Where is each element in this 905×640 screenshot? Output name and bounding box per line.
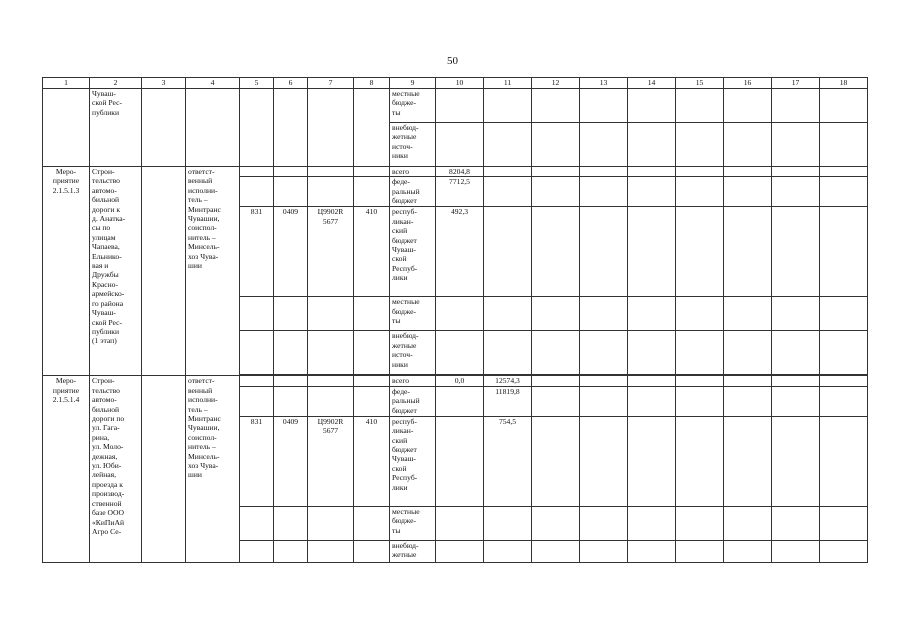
responsible-cell: ответст- венный исполни- тель – Минтранс Чувашии, соиспол- нитель – Минсель- хоз Чува- шии — [186, 376, 240, 562]
funding-source-cell: местные бюдже- ты — [390, 506, 436, 540]
column-number: 18 — [820, 78, 868, 89]
funding-source-cell: феде- ральный бюджет — [390, 177, 436, 207]
expense-type-cell: 410 — [354, 207, 390, 297]
ministry-code-cell: 831 — [240, 416, 274, 506]
column-number: 9 — [390, 78, 436, 89]
expense-type-cell: 410 — [354, 416, 390, 506]
column-number: 4 — [186, 78, 240, 89]
column-number-row — [43, 78, 868, 89]
amount-cell: 0,0 — [436, 376, 484, 386]
funding-source-cell: всего — [390, 376, 436, 386]
amount-cell: 12574,3 — [484, 376, 532, 386]
amount-cell: 492,3 — [436, 207, 484, 297]
responsible-cell: ответст- венный исполни- тель – Минтранс Чувашии, соиспол- нитель – Минсель- хоз Чува- шии — [186, 167, 240, 376]
column-number: 12 — [532, 78, 580, 89]
event-id-cell: Меро- приятие 2.1.5.1.4 — [43, 376, 90, 562]
funding-source-cell: местные бюдже- ты — [390, 297, 436, 331]
event-name-cell: Строи- тельство автомо- бильной дороги по ул. Гага- рина, ул. Моло- дежная, ул. Юби- лейная, проезда к производ- ственной базе ООО «КиПиАй Агро Се- — [90, 376, 142, 562]
funding-source-cell: феде- ральный бюджет — [390, 386, 436, 416]
event-name-cell: Строи- тельство автомо- бильной дороги к д. Анатка- сы по улицам Чапаева, Ельнико- вая и Дружбы Красно- армейско- го района Чуваш- ской Рес- публики (1 этап) — [90, 167, 142, 376]
column-number: 16 — [724, 78, 772, 89]
ministry-code-cell: 831 — [240, 207, 274, 297]
event-name-cell: Чуваш- ской Рес- публики — [90, 89, 142, 167]
amount-cell: 11819,8 — [484, 386, 532, 416]
amount-cell: 754,5 — [484, 416, 532, 506]
page-number: 50 — [447, 55, 458, 67]
table-row — [43, 167, 868, 177]
funding-source-cell: внебюд- жетные — [390, 540, 436, 562]
column-number: 8 — [354, 78, 390, 89]
column-number: 14 — [628, 78, 676, 89]
column-number: 6 — [274, 78, 308, 89]
column-number: 17 — [772, 78, 820, 89]
column-number: 5 — [240, 78, 274, 89]
section-code-cell: 0409 — [274, 416, 308, 506]
funding-source-cell: респуб- ликан- ский бюджет Чуваш- ской Респуб- лики — [390, 416, 436, 506]
funding-source-cell: местные бюдже- ты — [390, 89, 436, 123]
column-number: 7 — [308, 78, 354, 89]
amount-cell: 7712,5 — [436, 177, 484, 207]
program-table — [42, 77, 868, 563]
column-number: 15 — [676, 78, 724, 89]
column-number: 3 — [142, 78, 186, 89]
column-number: 1 — [43, 78, 90, 89]
funding-source-cell: респуб- ликан- ский бюджет Чуваш- ской Респуб- лики — [390, 207, 436, 297]
column-number: 10 — [436, 78, 484, 89]
funding-source-cell: всего — [390, 167, 436, 177]
funding-source-cell: внебюд- жетные источ- ники — [390, 331, 436, 375]
target-article-cell: Ц9902R 5677 — [308, 416, 354, 506]
column-number: 11 — [484, 78, 532, 89]
funding-source-cell: внебюд- жетные источ- ники — [390, 123, 436, 167]
target-article-cell: Ц9902R 5677 — [308, 207, 354, 297]
amount-cell: 8204,8 — [436, 167, 484, 177]
column-number: 13 — [580, 78, 628, 89]
table-row — [43, 376, 868, 386]
event-id-cell: Меро- приятие 2.1.5.1.3 — [43, 167, 90, 376]
table-row — [43, 89, 868, 123]
column-number: 2 — [90, 78, 142, 89]
section-code-cell: 0409 — [274, 207, 308, 297]
